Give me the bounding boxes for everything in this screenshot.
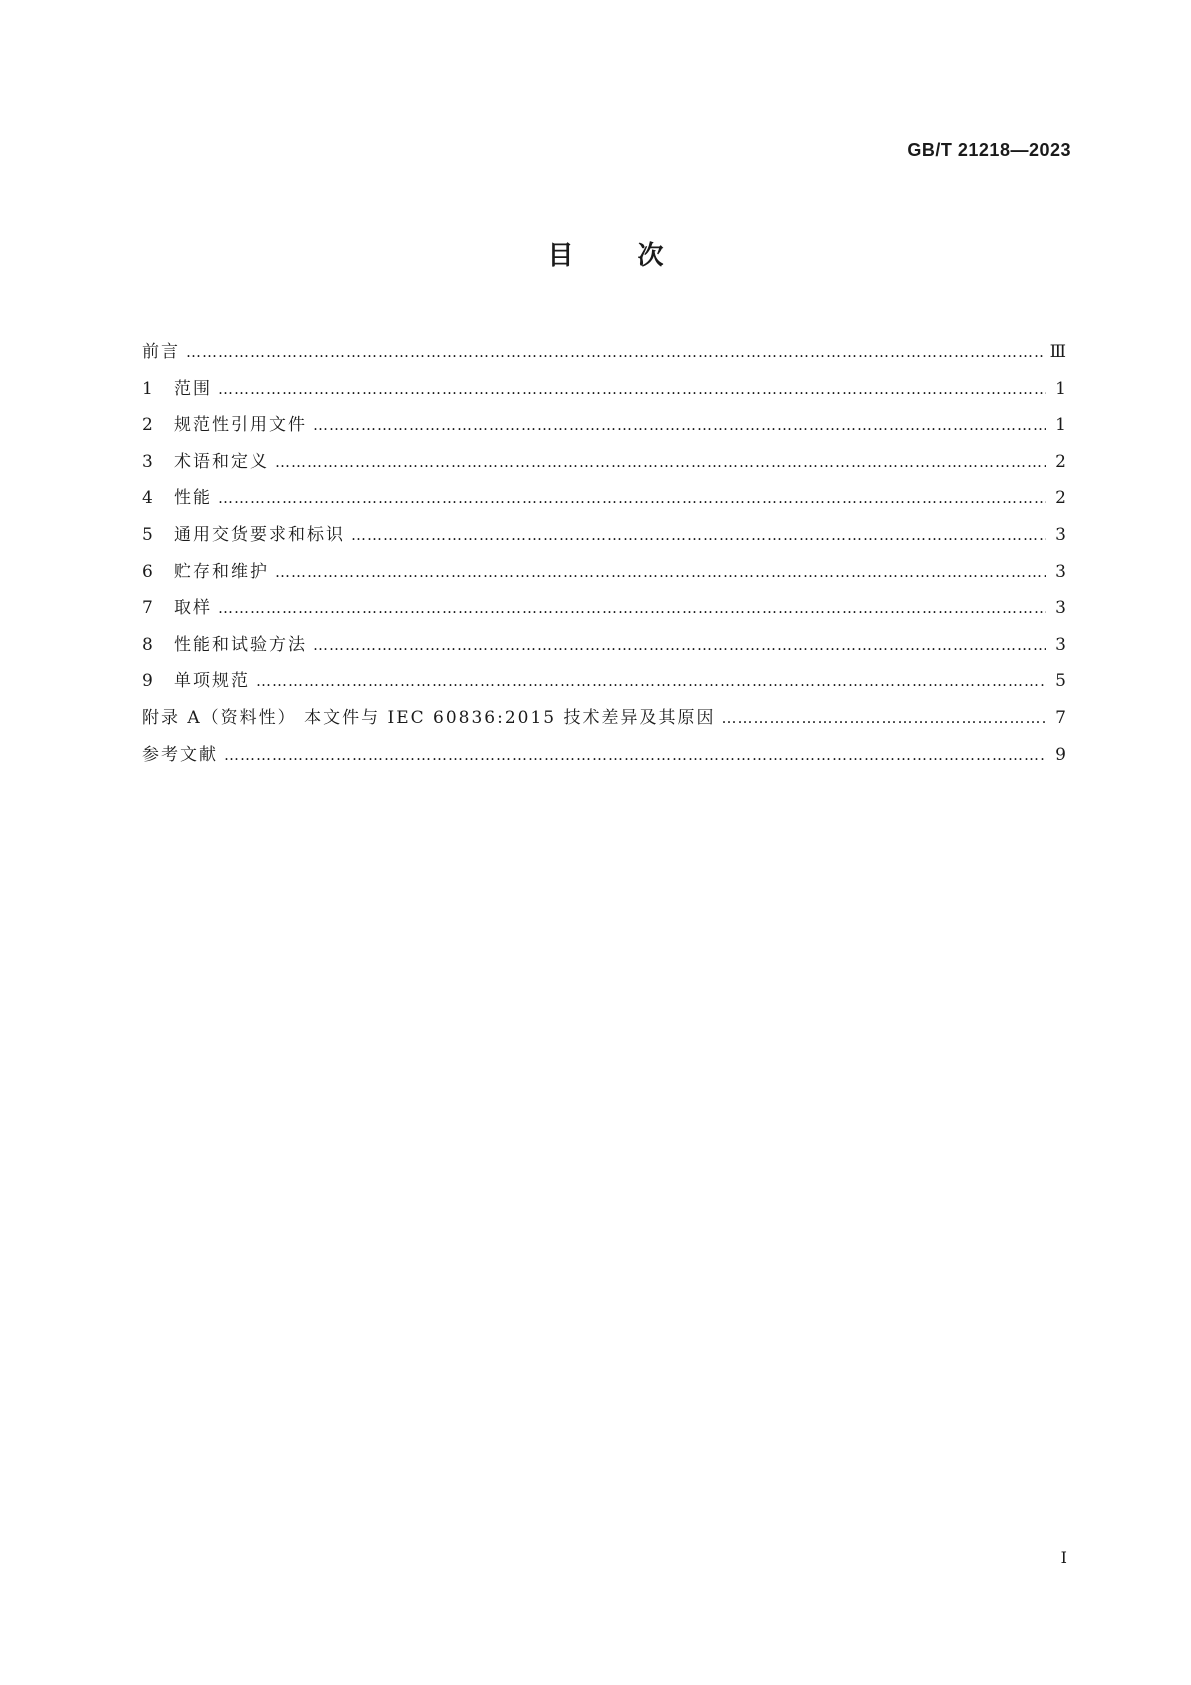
- toc-entry-label: 规范性引用文件: [174, 415, 307, 436]
- toc-entry-label: 取样: [174, 598, 212, 619]
- toc-leader-dots: [218, 377, 1046, 401]
- toc-leader-dots: [313, 633, 1046, 657]
- toc-entry-number: 3: [142, 451, 153, 472]
- toc-entry-2[interactable]: [142, 413, 1066, 450]
- toc-entry-label: 范围: [174, 378, 212, 399]
- toc-leader-dots: [186, 340, 1044, 364]
- toc-entry-page: 9: [1055, 744, 1066, 765]
- toc-leader-dots: [275, 560, 1046, 584]
- toc-entry-page: 3: [1055, 561, 1066, 582]
- toc-entry-bibliography[interactable]: [142, 743, 1066, 780]
- toc-entry-page: 1: [1055, 415, 1066, 436]
- toc-entry-label: 前言: [142, 342, 180, 362]
- toc-entry-5[interactable]: [142, 523, 1066, 560]
- toc-entry-label: 贮存和维护: [174, 561, 269, 582]
- toc-entry-page: 2: [1055, 488, 1066, 509]
- toc-entry-7[interactable]: [142, 596, 1066, 633]
- toc-entry-annex-a[interactable]: [142, 706, 1066, 743]
- toc-entry-1[interactable]: [142, 377, 1066, 414]
- toc-entry-6[interactable]: [142, 560, 1066, 597]
- toc-entry-9[interactable]: [142, 669, 1066, 706]
- toc-entry-page: 5: [1055, 671, 1066, 692]
- toc-entry-label: 术语和定义: [174, 451, 269, 472]
- toc-leader-dots: [218, 486, 1046, 510]
- toc-entry-number: 4: [142, 488, 153, 509]
- toc-leader-dots: [722, 706, 1047, 730]
- toc-entry-page: 3: [1055, 524, 1066, 545]
- page-number: Ⅰ: [1060, 1548, 1067, 1567]
- toc-leader-dots: [218, 596, 1046, 620]
- toc-entry-number: 9: [142, 671, 153, 692]
- toc-entry-number: 7: [142, 598, 153, 619]
- toc-entry-number: 8: [142, 634, 153, 655]
- toc-entry-label: 性能: [174, 488, 212, 509]
- toc-entry-page: 1: [1055, 378, 1066, 399]
- toc-entry-page: 3: [1055, 598, 1066, 619]
- toc-entry-page: Ⅲ: [1049, 342, 1066, 362]
- toc-entry-page: 3: [1055, 634, 1066, 655]
- toc-leader-dots: [351, 523, 1046, 547]
- toc-entry-number: 2: [142, 415, 153, 436]
- toc-entry-foreword[interactable]: [142, 340, 1066, 377]
- toc-entry-label: 附录 A（资料性） 本文件与 IEC 60836:2015 技术差异及其原因: [142, 707, 716, 728]
- toc-entry-number: 6: [142, 561, 153, 582]
- toc-leader-dots: [313, 413, 1046, 437]
- toc-entry-3[interactable]: [142, 450, 1066, 487]
- toc-leader-dots: [275, 450, 1046, 474]
- toc-entry-label: 参考文献: [142, 744, 218, 765]
- table-of-contents: [142, 340, 1066, 779]
- toc-entry-label: 通用交货要求和标识: [174, 524, 345, 545]
- page-title: 目次: [547, 241, 728, 271]
- toc-entry-number: 5: [142, 524, 153, 545]
- toc-entry-page: 7: [1055, 707, 1066, 728]
- toc-entry-page: 2: [1055, 451, 1066, 472]
- toc-entry-8[interactable]: [142, 633, 1066, 670]
- toc-entry-label: 单项规范: [174, 671, 250, 692]
- document-code: GB/T 21218—2023: [907, 140, 1071, 160]
- toc-entry-4[interactable]: [142, 486, 1066, 523]
- toc-entry-number: 1: [142, 378, 153, 399]
- toc-leader-dots: [224, 743, 1046, 767]
- toc-leader-dots: [256, 669, 1046, 693]
- toc-entry-label: 性能和试验方法: [174, 634, 307, 655]
